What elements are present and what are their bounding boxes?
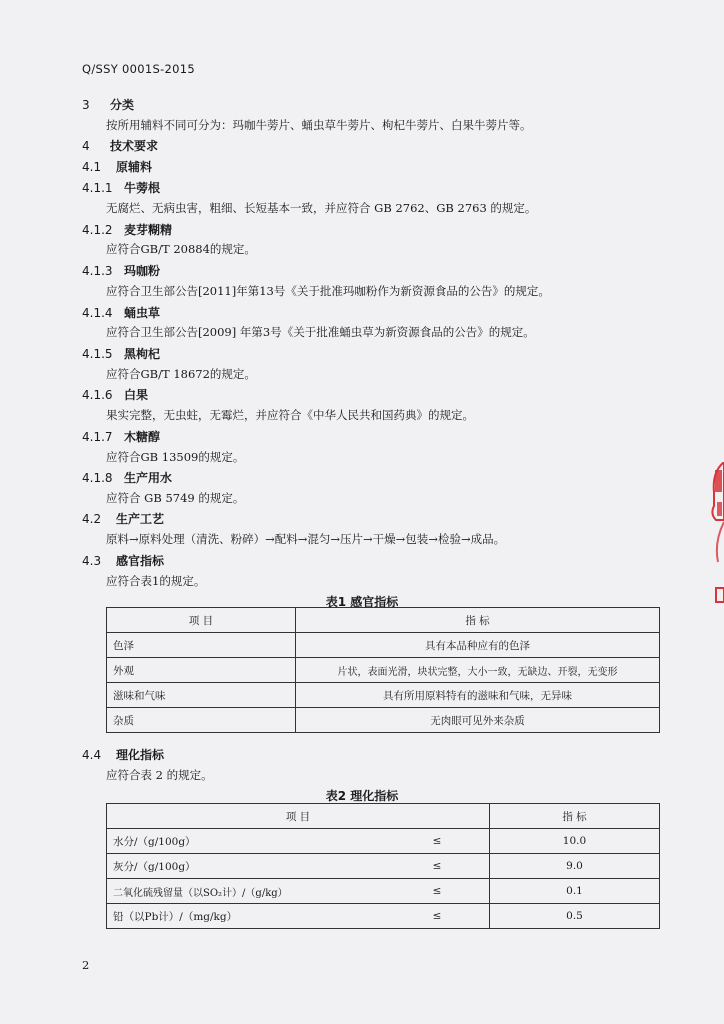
physicochemical-table <box>106 803 660 929</box>
table-cell: 水分/（g/100g） <box>107 829 386 854</box>
section-title: 生产用水 <box>124 471 173 485</box>
section-title: 分类 <box>110 98 135 112</box>
table-cell: 0.5 <box>490 904 660 929</box>
section-heading-4-1-8 <box>82 469 172 486</box>
section-title: 麦芽糊精 <box>124 223 173 237</box>
section-heading-4-1-1 <box>82 179 160 196</box>
table1-caption: 表1 感官指标 <box>325 595 399 609</box>
section-body-4-1-8: 应符合 GB 5749 的规定。 <box>106 491 245 505</box>
table-cell: 二氧化硫残留量（以SO₂计）/（g/kg） <box>107 879 386 904</box>
section-number: 4.1.2 <box>82 223 113 237</box>
section-body-4-4: 应符合表 2 的规定。 <box>106 768 213 782</box>
table-cell: 0.1 <box>490 879 660 904</box>
table-cell: 滋味和气味 <box>107 683 296 708</box>
table-cell: 灰分/（g/100g） <box>107 854 386 879</box>
section-number: 4.4 <box>82 748 102 762</box>
section-body-4-1-2: 应符合GB/T 20884的规定。 <box>106 242 256 256</box>
section-number: 4.1.7 <box>82 430 113 444</box>
section-heading-4-1-3 <box>82 262 160 279</box>
table-header-row <box>107 608 660 633</box>
section-title: 感官指标 <box>116 554 165 568</box>
section-title: 原辅料 <box>116 160 153 174</box>
table-row <box>107 879 660 904</box>
section-title: 白果 <box>124 388 149 402</box>
section-number: 4.1.1 <box>82 181 113 195</box>
section-title: 玛咖粉 <box>124 264 161 278</box>
seal-stamp-fragment <box>706 462 724 612</box>
table-row <box>107 854 660 879</box>
table-header-cell: 指 标 <box>296 608 660 633</box>
section-body-4-1-7: 应符合GB 13509的规定。 <box>106 450 245 464</box>
section-number: 4.1.5 <box>82 347 113 361</box>
section-number: 4 <box>82 139 90 153</box>
table-cell: 铅（以Pb计）/（mg/kg） <box>107 904 386 929</box>
table-header-cell: 项 目 <box>107 608 296 633</box>
section-heading-4-1-7 <box>82 428 160 445</box>
page-number: 2 <box>82 958 90 972</box>
table-cell: 具有本品种应有的色泽 <box>296 633 660 658</box>
section-title: 蛹虫草 <box>124 306 161 320</box>
section-body-4-3: 应符合表1的规定。 <box>106 574 206 588</box>
section-title: 理化指标 <box>116 748 165 762</box>
table-row <box>107 633 660 658</box>
table-row <box>107 904 660 929</box>
table-cell: 外观 <box>107 658 296 683</box>
section-heading-4-1-2 <box>82 221 172 238</box>
table-cell: 无肉眼可见外来杂质 <box>296 708 660 733</box>
section-number: 4.1.4 <box>82 306 113 320</box>
sensory-table <box>106 607 660 733</box>
section-number: 4.1.3 <box>82 264 113 278</box>
section-heading-4-1 <box>82 158 152 175</box>
section-title: 木糖醇 <box>124 430 161 444</box>
section-body-4-1-5: 应符合GB/T 18672的规定。 <box>106 367 256 381</box>
section-heading-4-4 <box>82 746 164 763</box>
table-cell: ≤ <box>385 904 490 929</box>
section-body-4-2: 原料→原料处理（清洗、粉碎）→配料→混匀→压片→干燥→包装→检验→成品。 <box>106 532 506 546</box>
section-number: 4.1.6 <box>82 388 113 402</box>
section-heading-3 <box>82 96 134 113</box>
section-number: 4.1.8 <box>82 471 113 485</box>
section-title: 技术要求 <box>110 139 159 153</box>
table-row <box>107 829 660 854</box>
section-title: 牛蒡根 <box>124 181 161 195</box>
table-header-cell: 项 目 <box>107 804 490 829</box>
section-number: 4.3 <box>82 554 102 568</box>
section-heading-4 <box>82 137 158 154</box>
section-title: 黑枸杞 <box>124 347 161 361</box>
section-body-4-1-4: 应符合卫生部公告[2009] 年第3号《关于批准蛹虫草为新资源食品的公告》的规定。 <box>106 325 535 339</box>
table-header-row <box>107 804 660 829</box>
section-heading-4-2 <box>82 510 164 527</box>
section-number: 3 <box>82 98 90 112</box>
table-cell: 杂质 <box>107 708 296 733</box>
table-cell: ≤ <box>385 879 490 904</box>
table-row <box>107 658 660 683</box>
section-heading-4-1-6 <box>82 386 148 403</box>
table2-caption: 表2 理化指标 <box>325 789 399 803</box>
section-body-4-1-6: 果实完整，无虫蛀，无霉烂，并应符合《中华人民共和国药典》的规定。 <box>106 408 474 422</box>
table-cell: ≤ <box>385 829 490 854</box>
section-heading-4-1-5 <box>82 345 160 362</box>
table-cell: 10.0 <box>490 829 660 854</box>
standard-code: Q/SSY 0001S-2015 <box>82 62 195 76</box>
table-cell: ≤ <box>385 854 490 879</box>
table-cell: 9.0 <box>490 854 660 879</box>
table-cell: 具有所用原料特有的滋味和气味，无异味 <box>296 683 660 708</box>
table-row <box>107 708 660 733</box>
section-body-4-1-1: 无腐烂、无病虫害，粗细、长短基本一致，并应符合 GB 2762、GB 2763 的规定。 <box>106 201 537 215</box>
table-row <box>107 683 660 708</box>
table-cell: 色泽 <box>107 633 296 658</box>
section-body-4-1-3: 应符合卫生部公告[2011]年第13号《关于批准玛咖粉作为新资源食品的公告》的规定。 <box>106 284 550 298</box>
section-title: 生产工艺 <box>116 512 165 526</box>
section-body-3: 按所用辅料不同可分为：玛咖牛蒡片、蛹虫草牛蒡片、枸杞牛蒡片、白果牛蒡片等。 <box>106 118 532 132</box>
table-header-cell: 指 标 <box>490 804 660 829</box>
table-cell: 片状，表面光滑，块状完整，大小一致，无缺边、开裂，无变形 <box>296 658 660 683</box>
section-number: 4.2 <box>82 512 102 526</box>
section-number: 4.1 <box>82 160 102 174</box>
section-heading-4-1-4 <box>82 304 160 321</box>
section-heading-4-3 <box>82 552 164 569</box>
